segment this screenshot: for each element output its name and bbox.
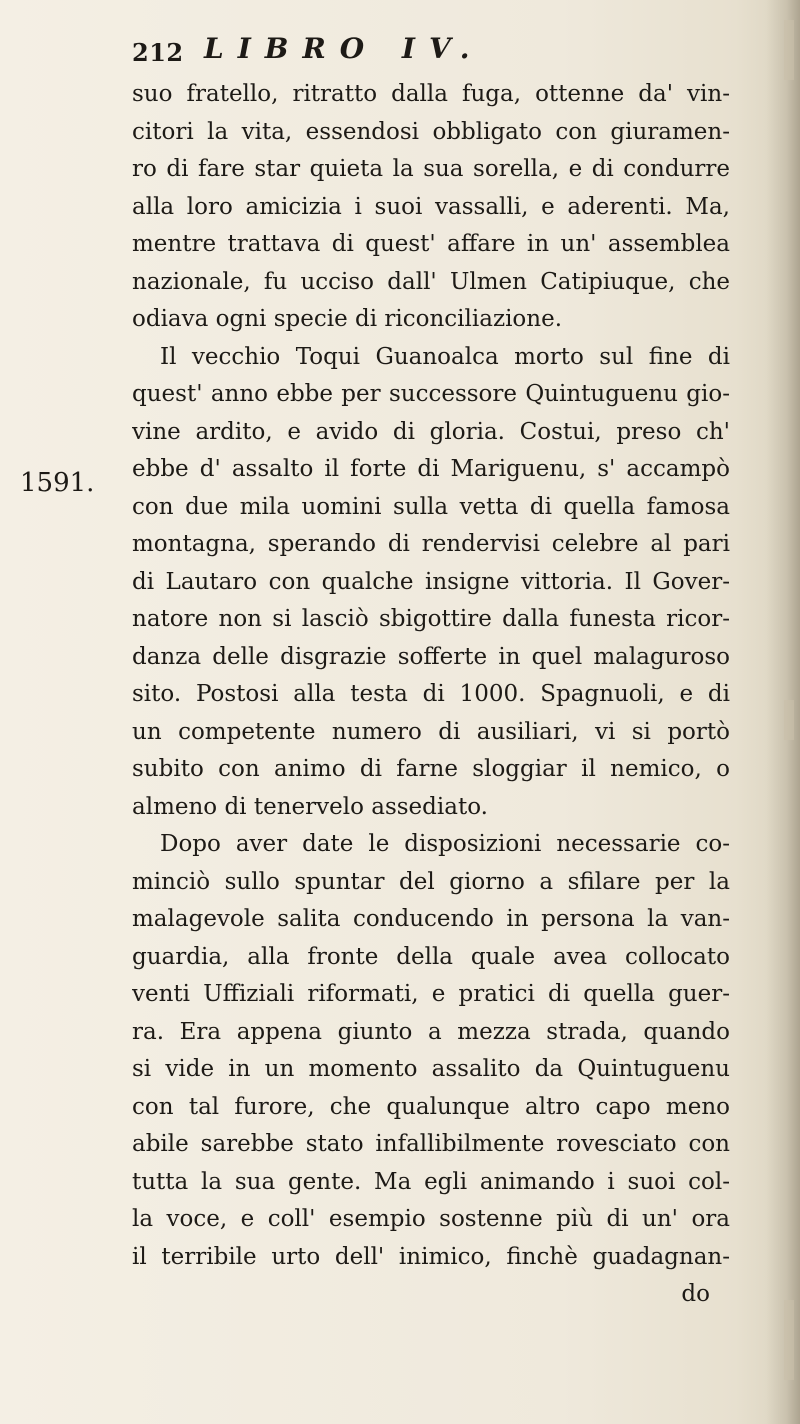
text-line: mentre trattava di quest' affare in un' assemblea: [132, 231, 730, 257]
text-line: citori la vita, essendosi obbligato con giuramen-: [132, 118, 730, 145]
text-line: odiava ogni specie di riconciliazione.: [132, 306, 563, 332]
text-line: ro di fare star quieta la sua sorella, e di condurre: [132, 156, 730, 182]
text-line: natore non si lasciò sbigottire dalla funesta ricor-: [132, 606, 730, 632]
margin-year-note: 1591.: [20, 468, 95, 498]
body-text: [132, 76, 730, 1314]
text-line: con tal furore, che qualunque altro capo meno: [132, 1093, 730, 1120]
text-line: subito con animo di farne sloggiar il nemico, o: [132, 756, 730, 782]
text-line: un competente numero di ausiliari, vi si portò: [132, 718, 730, 745]
text-line: alla loro amicizia i suoi vassalli, e aderenti. Ma,: [132, 193, 730, 220]
page-edge-wear: [784, 1300, 794, 1380]
text-line: minciò sullo spuntar del giorno a sfilare per la: [132, 868, 730, 895]
text-line: la voce, e coll' esempio sostenne più di un' ora: [132, 1206, 730, 1232]
page-edge-wear: [784, 700, 794, 740]
text-line: ebbe d' assalto il forte di Mariguenu, s' accampò: [132, 456, 730, 482]
page-header: [132, 32, 692, 72]
text-line: vine ardito, e avido di gloria. Costui, preso ch': [132, 418, 730, 445]
catchword: do: [681, 1281, 710, 1307]
text-line: di Lautaro con qualche insigne vittoria. Il Gover-: [132, 568, 730, 595]
page-number: 212: [132, 38, 184, 67]
text-line: danza delle disgrazie sofferte in quel malaguroso: [132, 643, 730, 670]
text-line: malagevole salita conducendo in persona la van-: [132, 906, 730, 932]
page-edge-wear: [784, 20, 794, 80]
text-line: con due mila uomini sulla vetta di quella famosa: [132, 493, 730, 520]
text-line: il terribile urto dell' inimico, finchè guadagnan-: [132, 1243, 730, 1270]
text-line: ra. Era appena giunto a mezza strada, quando: [132, 1018, 730, 1045]
text-line: quest' anno ebbe per successore Quintuguenu gio-: [132, 381, 730, 407]
text-line: venti Uffiziali riformati, e pratici di quella guer-: [132, 981, 730, 1007]
text-line: si vide in un momento assalito da Quintuguenu: [132, 1056, 730, 1082]
text-line: almeno di tenervelo assediato.: [132, 793, 488, 820]
text-line: guardia, alla fronte della quale avea collocato: [132, 943, 730, 970]
running-title: LIBRO IV.: [204, 32, 484, 65]
text-line: montagna, sperando di rendervisi celebre al pari: [132, 531, 730, 557]
text-line: suo fratello, ritratto dalla fuga, ottenne da' vin-: [132, 81, 730, 107]
text-line: sito. Postosi alla testa di 1000. Spagnuoli, e di: [132, 681, 730, 707]
text-line: Dopo aver date le disposizioni necessarie co-: [160, 831, 730, 857]
text-line: Il vecchio Toqui Guanoalca morto sul fine di: [160, 343, 730, 370]
text-line: tutta la sua gente. Ma egli animando i suoi col-: [132, 1168, 730, 1195]
text-line: nazionale, fu ucciso dall' Ulmen Catipiuque, che: [132, 268, 730, 295]
text-line: abile sarebbe stato infallibilmente rovesciato con: [132, 1131, 730, 1157]
page-edge-shadow: [766, 0, 800, 1424]
